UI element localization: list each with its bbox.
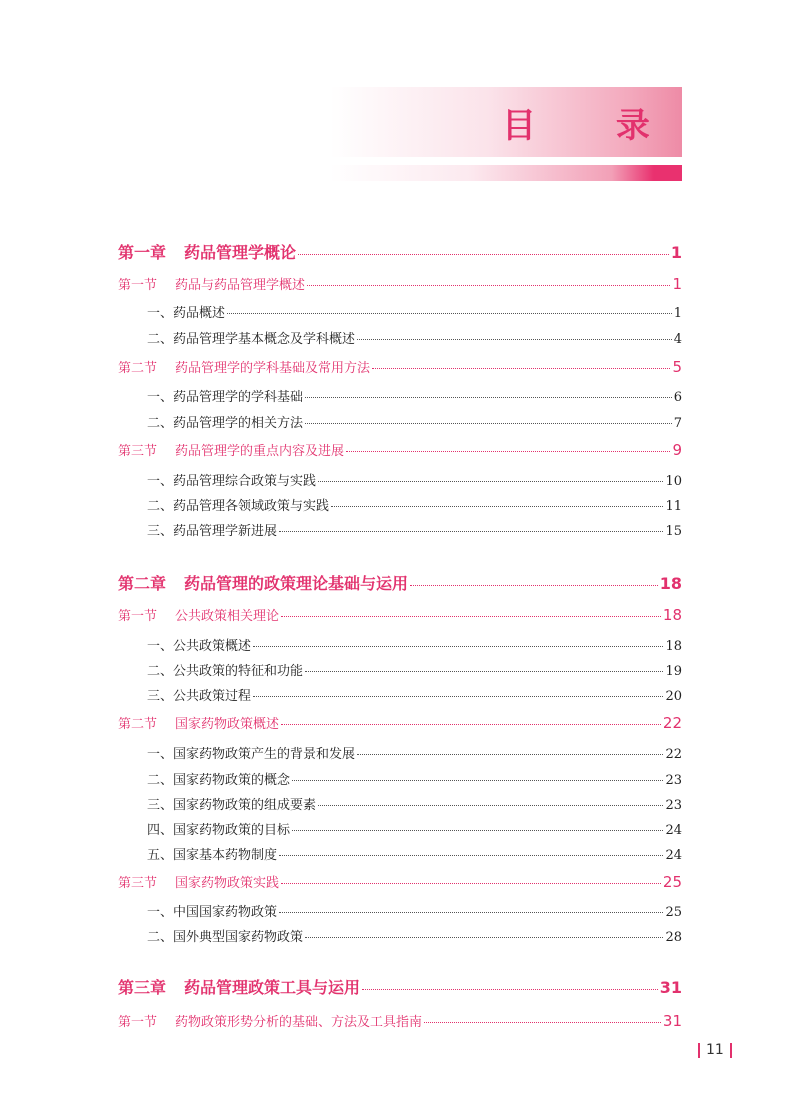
toc-entry-page: 1 [670,243,682,262]
toc-entry-page: 23 [665,798,682,813]
toc-item[interactable] [147,794,682,813]
toc-entry-label [147,495,329,514]
toc-entry-page: 6 [673,390,682,405]
toc-entry-label [118,872,279,891]
toc-entry-title: 药品管理学的学科基础及常用方法 [175,361,371,376]
toc-entry-title: 二、公共政策的特征和功能 [147,664,304,679]
toc-section[interactable] [118,1011,682,1030]
toc-chapter[interactable] [118,240,682,263]
dot-leader [279,912,663,913]
toc-entry-page: 24 [665,848,682,863]
toc-entry-page: 23 [665,773,682,788]
toc-entry-label [118,713,279,732]
toc-entry-title: 一、中国国家药物政策 [147,905,278,920]
toc-entry-label [147,844,277,863]
toc-entry-page: 1 [672,275,682,293]
toc-entry-number: 第三章 [118,978,167,997]
toc-item[interactable] [147,412,682,431]
toc-entry-number: 第二节 [118,717,158,732]
toc-entry-page: 7 [673,416,682,431]
toc-item[interactable] [147,743,682,762]
toc-entry-label [118,571,408,594]
toc-entry-page: 25 [665,905,682,920]
toc-entry-page: 31 [662,1012,682,1030]
toc-entry-label [147,685,251,704]
dot-leader [298,254,669,255]
dot-leader [305,671,663,672]
dot-leader [331,506,663,507]
dot-leader [410,585,658,586]
dot-leader [253,646,663,647]
toc-section[interactable] [118,440,682,459]
dot-leader [362,989,658,990]
toc-item[interactable] [147,328,682,347]
toc-entry-page: 15 [665,524,682,539]
toc-entry-page: 11 [665,499,682,514]
dot-leader [292,830,663,831]
toc-entry-title: 四、国家药物政策的目标 [147,823,291,838]
toc-entry-title: 药物政策形势分析的基础、方法及工具指南 [175,1015,423,1030]
toc-entry-title: 三、公共政策过程 [147,689,252,704]
toc-entry-label [147,302,225,321]
toc-entry-label [118,1011,422,1030]
toc-entry-title: 一、药品管理学的学科基础 [147,390,304,405]
toc-entry-title: 公共政策相关理论 [175,609,280,624]
toc-entry-page: 1 [673,306,682,321]
toc-item[interactable] [147,520,682,539]
toc-item[interactable] [147,635,682,654]
page-number-left-bar [698,1043,700,1058]
toc-entry-label [147,386,303,405]
toc-entry-title: 药品管理政策工具与运用 [184,978,361,997]
toc-entry-title: 二、国外典型国家药物政策 [147,930,304,945]
dot-leader [357,754,663,755]
toc-entry-title: 二、药品管理学基本概念及学科概述 [147,332,356,347]
toc-entry-title: 国家药物政策实践 [175,876,280,891]
dot-leader [253,696,663,697]
dot-leader [372,368,670,369]
toc-chapter[interactable] [118,975,682,998]
toc-entry-title: 国家药物政策概述 [175,717,280,732]
toc-entry-number: 第三节 [118,876,158,891]
toc-entry-title: 一、国家药物政策产生的背景和发展 [147,747,356,762]
page-title: 目 录 [502,106,684,146]
dot-leader [305,423,672,424]
toc-chapter[interactable] [118,571,682,594]
toc-entry-page: 5 [672,358,682,376]
dot-leader [279,855,663,856]
toc-item[interactable] [147,495,682,514]
toc-entry-page: 24 [665,823,682,838]
toc-entry-label [118,274,305,293]
toc-entry-title: 一、药品概述 [147,306,226,321]
toc-item[interactable] [147,901,682,920]
toc-entry-label [147,769,290,788]
toc-item[interactable] [147,302,682,321]
toc-section[interactable] [118,872,682,891]
toc-entry-page: 18 [659,574,682,593]
dot-leader [279,531,663,532]
toc-entry-title: 二、药品管理学的相关方法 [147,416,304,431]
dot-leader [292,780,663,781]
toc-entry-label [118,357,370,376]
toc-item[interactable] [147,685,682,704]
toc-entry-label [118,440,344,459]
toc-item[interactable] [147,470,682,489]
dot-leader [281,616,661,617]
toc-entry-number: 第一章 [118,243,167,262]
dot-leader [281,883,661,884]
toc-item[interactable] [147,386,682,405]
toc-entry-page: 10 [665,474,682,489]
toc-entry-label [118,240,296,263]
toc-section[interactable] [118,357,682,376]
toc-entry-label [118,605,279,624]
toc-entry-title: 药品管理的政策理论基础与运用 [184,574,409,593]
toc-entry-label [147,743,355,762]
toc-entry-title: 三、国家药物政策的组成要素 [147,798,317,813]
toc-entry-label [147,660,303,679]
toc-entry-page: 22 [662,714,682,732]
toc-entry-label [147,926,303,945]
toc-entry-page: 4 [673,332,682,347]
dot-leader [305,937,663,938]
toc-entry-title: 五、国家基本药物制度 [147,848,278,863]
toc-item[interactable] [147,660,682,679]
dot-leader [227,313,672,314]
toc-entry-title: 三、药品管理学新进展 [147,524,278,539]
toc-section[interactable] [118,274,682,293]
toc-entry-title: 药品管理学概论 [184,243,297,262]
toc-entry-number: 第一节 [118,609,158,624]
page-number-right-bar [730,1043,732,1058]
toc-entry-label [147,819,290,838]
dot-leader [346,451,670,452]
toc-entry-number: 第一节 [118,1015,158,1030]
toc-entry-page: 18 [665,639,682,654]
dot-leader [318,805,663,806]
toc-entry-page: 18 [662,606,682,624]
toc-item[interactable] [147,769,682,788]
toc-entry-label [147,412,303,431]
toc-item[interactable] [147,926,682,945]
toc-entry-title: 一、公共政策概述 [147,639,252,654]
toc-entry-title: 二、药品管理各领域政策与实践 [147,499,330,514]
dot-leader [281,724,661,725]
toc-entry-label [147,470,316,489]
toc-entry-number: 第三节 [118,444,158,459]
toc-section[interactable] [118,605,682,624]
dot-leader [305,397,672,398]
toc-item[interactable] [147,819,682,838]
title-underline-bar [330,165,682,181]
toc-entry-page: 20 [665,689,682,704]
toc-entry-label [147,520,277,539]
toc-entry-title: 药品管理学的重点内容及进展 [175,444,345,459]
toc-entry-page: 19 [665,664,682,679]
toc-entry-label [118,975,360,998]
toc-entry-label [147,635,251,654]
dot-leader [424,1022,661,1023]
page-number [698,1042,732,1058]
page-number-value: 11 [706,1042,724,1058]
toc-entry-page: 31 [659,978,682,997]
toc-entry-label [147,794,316,813]
toc-item[interactable] [147,844,682,863]
toc-entry-page: 22 [665,747,682,762]
toc-entry-title: 二、国家药物政策的概念 [147,773,291,788]
dot-leader [307,285,670,286]
dot-leader [318,481,663,482]
dot-leader [357,339,672,340]
toc-section[interactable] [118,713,682,732]
toc-entry-label [147,901,277,920]
toc-entry-number: 第一节 [118,278,158,293]
toc-entry-page: 9 [672,441,682,459]
toc-entry-page: 25 [662,873,682,891]
toc-entry-number: 第二节 [118,361,158,376]
toc-entry-page: 28 [665,930,682,945]
toc-entry-title: 一、药品管理综合政策与实践 [147,474,317,489]
toc-entry-label [147,328,355,347]
toc-entry-number: 第二章 [118,574,167,593]
toc-entry-title: 药品与药品管理学概述 [175,278,306,293]
